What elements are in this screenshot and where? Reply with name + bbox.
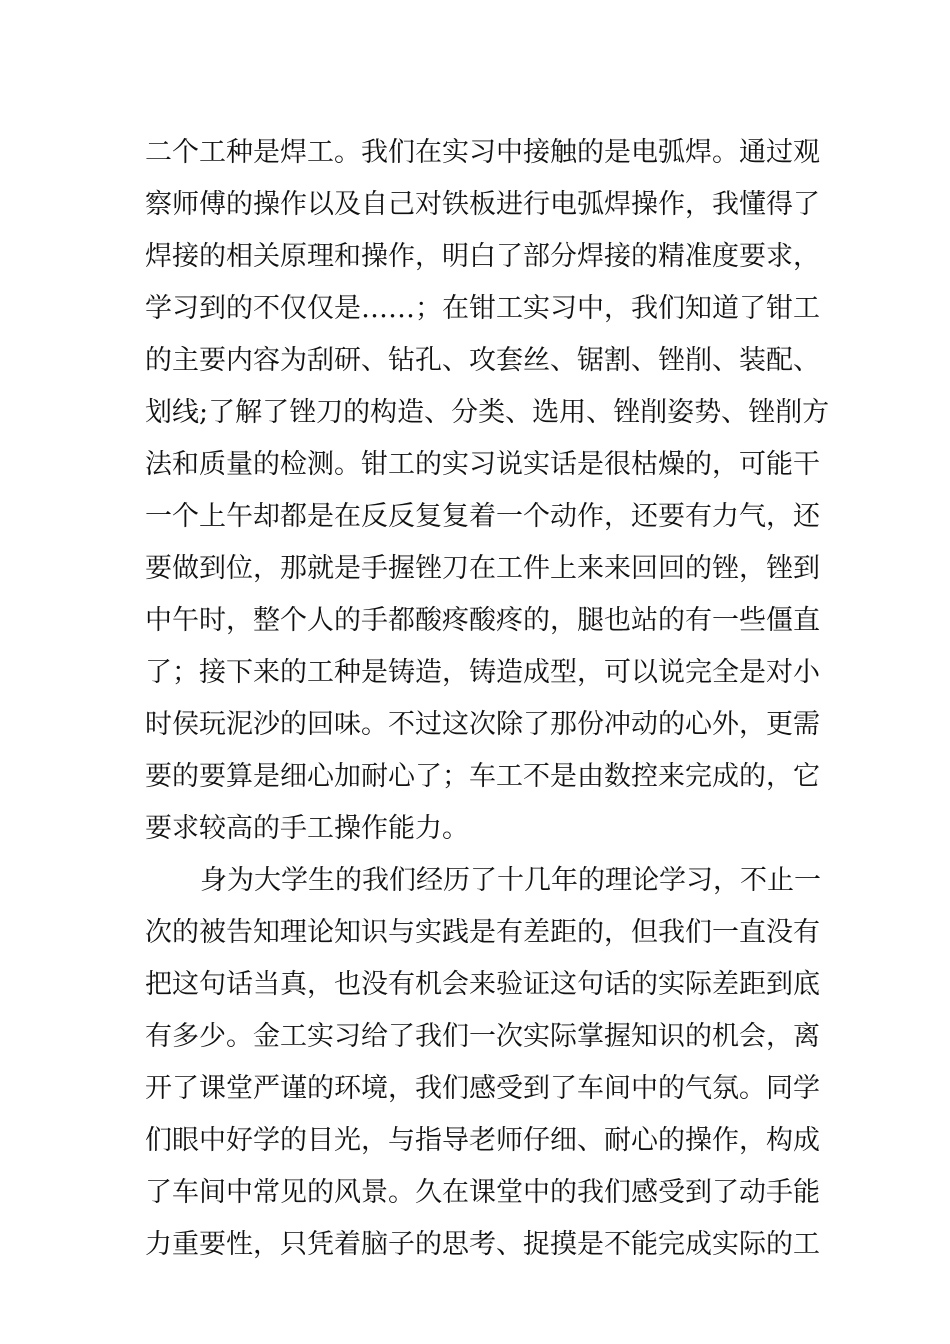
paragraph-2-line-4: 有多少。金工实习给了我们一次实际掌握知识的机会，离 — [145, 1021, 820, 1052]
paragraph-2-line-8: 力重要性，只凭着脑子的思考、捉摸是不能完成实际的工 — [145, 1229, 820, 1260]
paragraph-2-line-1: 身为大学生的我们经历了十几年的理论学习，不止一 — [200, 865, 821, 896]
paragraph-1-line-10: 中午时，整个人的手都酸疼酸疼的，腿也站的有一些僵直 — [145, 605, 820, 636]
paragraph-2-line-6: 们眼中好学的目光，与指导老师仔细、耐心的操作，构成 — [145, 1125, 820, 1156]
paragraph-2-line-2: 次的被告知理论知识与实践是有差距的，但我们一直没有 — [145, 917, 820, 948]
paragraph-2-line-7: 了车间中常见的风景。久在课堂中的我们感受到了动手能 — [145, 1177, 820, 1208]
paragraph-1-line-6: 划线;了解了锉刀的构造、分类、选用、锉削姿势、锉削方 — [145, 397, 830, 428]
paragraph-1-line-5: 的主要内容为刮研、钻孔、攻套丝、锯割、锉削、装配、 — [145, 345, 820, 376]
paragraph-2-line-3: 把这句话当真，也没有机会来验证这句话的实际差距到底 — [145, 969, 820, 1000]
paragraph-1-line-12: 时侯玩泥沙的回味。不过这次除了那份冲动的心外，更需 — [145, 709, 820, 740]
paragraph-1-line-9: 要做到位，那就是手握锉刀在工件上来来回回的锉，锉到 — [145, 553, 820, 584]
paragraph-1-line-7: 法和质量的检测。钳工的实习说实话是很枯燥的，可能干 — [145, 449, 820, 480]
paragraph-1-line-1: 二个工种是焊工。我们在实习中接触的是电弧焊。通过观 — [145, 137, 820, 168]
paragraph-2-line-5: 开了课堂严谨的环境，我们感受到了车间中的气氛。同学 — [145, 1073, 820, 1104]
paragraph-1-line-3: 焊接的相关原理和操作，明白了部分焊接的精准度要求， — [145, 241, 820, 272]
paragraph-1-line-4: 学习到的不仅仅是……；在钳工实习中，我们知道了钳工 — [145, 293, 820, 324]
paragraph-1-line-8: 一个上午却都是在反反复复着一个动作，还要有力气，还 — [145, 501, 820, 532]
paragraph-1-line-13: 要的要算是细心加耐心了；车工不是由数控来完成的，它 — [145, 761, 820, 792]
paragraph-1-line-14: 要求较高的手工操作能力。 — [145, 813, 469, 844]
paragraph-1-line-2: 察师傅的操作以及自己对铁板进行电弧焊操作，我懂得了 — [145, 189, 820, 220]
paragraph-1-line-11: 了；接下来的工种是铸造，铸造成型，可以说完全是对小 — [145, 657, 820, 688]
